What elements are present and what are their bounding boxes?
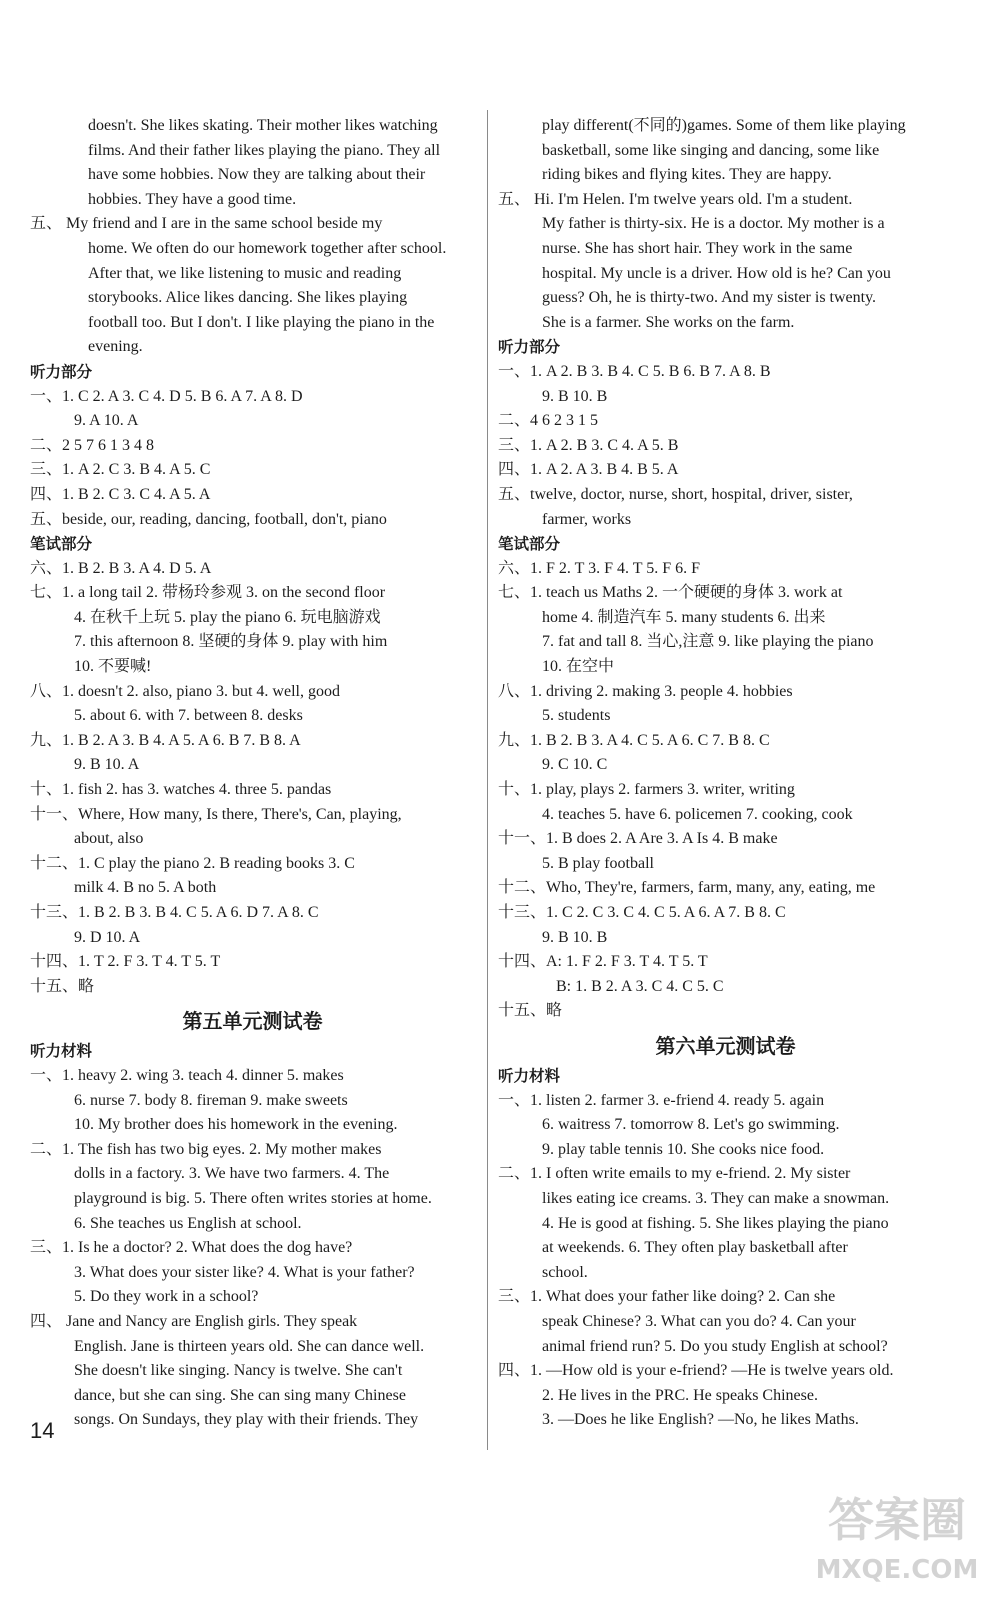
- text-line: 四、 Jane and Nancy are English girls. They speak: [30, 1312, 358, 1330]
- text-line: 7. this afternoon 8. 坚硬的身体 9. play with him: [74, 633, 388, 651]
- text-line: 七、1. teach us Maths 2. 一个硬硬的身体 3. work at: [498, 584, 843, 602]
- text-line: 10. My brother does his homework in the evening.: [74, 1116, 398, 1134]
- text-line: 9. A 10. A: [74, 412, 139, 430]
- text-line: 八、1. doesn't 2. also, piano 3. but 4. well, good: [30, 682, 340, 700]
- text-line: 9. D 10. A: [74, 928, 141, 946]
- text-line: 十二、1. C play the piano 2. B reading books 3. C: [30, 854, 355, 872]
- text-line: 四、1. —How old is your e-friend? —He is twelve years old.: [498, 1362, 894, 1380]
- text-line: hospital. My uncle is a driver. How old is he? Can you: [542, 264, 891, 282]
- text-line: 三、1. Is he a doctor? 2. What does the dog have?: [30, 1239, 353, 1257]
- text-line: 9. B 10. B: [542, 387, 608, 405]
- text-line: 一、1. heavy 2. wing 3. teach 4. dinner 5. makes: [30, 1066, 344, 1084]
- text-line: storybooks. Alice likes dancing. She likes playing: [88, 289, 408, 307]
- page-number: 14: [30, 1418, 55, 1443]
- section-heading: 笔试部分: [498, 535, 561, 554]
- text-line: She is a farmer. She works on the farm.: [542, 313, 795, 331]
- text-line: nurse. She has short hair. They work in the same: [542, 239, 853, 257]
- text-line: 一、1. listen 2. farmer 3. e-friend 4. ready 5. again: [498, 1091, 825, 1109]
- text-line: 二、2 5 7 6 1 3 4 8: [30, 436, 155, 454]
- text-line: 五、 Hi. I'm Helen. I'm twelve years old. I'm a student.: [498, 190, 853, 208]
- watermark-text: 答案圈: [828, 1493, 966, 1547]
- text-line: She doesn't like singing. Nancy is twelve. She can't: [74, 1362, 403, 1380]
- text-line: 6. waitress 7. tomorrow 8. Let's go swimming.: [542, 1116, 840, 1134]
- text-line: evening.: [88, 338, 143, 356]
- text-line: 10. 不要喊!: [74, 658, 152, 676]
- text-line: 5. students: [542, 707, 611, 725]
- text-line: 5. about 6. with 7. between 8. desks: [74, 707, 303, 725]
- text-line: 十四、A: 1. F 2. F 3. T 4. T 5. T: [498, 953, 708, 971]
- text-line: B: 1. B 2. A 3. C 4. C 5. C: [556, 977, 724, 995]
- text-line: 一、1. A 2. B 3. B 4. C 5. B 6. B 7. A 8. B: [498, 362, 771, 380]
- text-line: 三、1. A 2. B 3. C 4. A 5. B: [498, 436, 679, 454]
- text-line: 十三、1. C 2. C 3. C 4. C 5. A 6. A 7. B 8. C: [498, 904, 786, 921]
- text-line: milk 4. B no 5. A both: [74, 879, 217, 897]
- text-line: 7. fat and tall 8. 当心,注意 9. like playing the piano: [542, 633, 874, 651]
- text-line: speak Chinese? 3. What can you do? 4. Can your: [542, 1312, 856, 1330]
- text-line: 10. 在空中: [542, 658, 615, 676]
- watermark-url: MXQE.COM: [815, 1555, 979, 1585]
- text-line: 十四、1. T 2. F 3. T 4. T 5. T: [30, 953, 221, 971]
- text-line: 4. He is good at fishing. 5. She likes playing the piano: [542, 1214, 889, 1232]
- section-title: 第五单元测试卷: [182, 1009, 323, 1034]
- text-line: 二、1. I often write emails to my e-friend. 2. My sister: [498, 1165, 851, 1183]
- text-line: 5. B play football: [542, 854, 654, 872]
- text-line: 十五、略: [30, 977, 95, 995]
- text-line: 4. 在秋千上玩 5. play the piano 6. 玩电脑游戏: [74, 608, 381, 626]
- text-line: farmer, works: [542, 510, 632, 528]
- text-line: 五、twelve, doctor, nurse, short, hospital, driver, sister,: [498, 485, 853, 503]
- text-line: 9. C 10. C: [542, 756, 608, 774]
- text-line: 3. What does your sister like? 4. What is your father?: [74, 1263, 415, 1281]
- text-line: 五、 My friend and I are in the same school beside my: [30, 215, 383, 233]
- text-line: animal friend run? 5. Do you study English at school?: [542, 1337, 888, 1355]
- text-line: riding bikes and flying kites. They are happy.: [542, 166, 832, 184]
- right-column: [498, 114, 953, 1433]
- text-line: 十一、Where, How many, Is there, There's, Can, playing,: [30, 805, 402, 823]
- text-line: 六、1. F 2. T 3. F 4. T 5. F 6. F: [498, 559, 700, 577]
- text-line: films. And their father likes playing the piano. They all: [88, 141, 441, 159]
- text-line: 九、1. B 2. A 3. B 4. A 5. A 6. B 7. B 8. A: [30, 731, 301, 749]
- text-line: dance, but she can sing. She can sing many Chinese: [74, 1386, 406, 1404]
- text-line: 三、1. A 2. C 3. B 4. A 5. C: [30, 461, 211, 479]
- text-line: play different(不同的)games. Some of them like playing: [542, 117, 906, 134]
- text-line: My father is thirty-six. He is a doctor. My mother is a: [542, 215, 885, 233]
- section-heading: 听力部分: [498, 338, 561, 357]
- text-line: After that, we like listening to music and reading: [88, 264, 402, 282]
- text-line: dolls in a factory. 3. We have two farmers. 4. The: [74, 1165, 390, 1183]
- text-line: 一、1. C 2. A 3. C 4. D 5. B 6. A 7. A 8. D: [30, 387, 303, 405]
- text-line: 三、1. What does your father like doing? 2. Can she: [498, 1288, 836, 1306]
- section-heading: 听力部分: [30, 362, 93, 381]
- text-line: home 4. 制造汽车 5. many students 6. 出来: [542, 608, 826, 626]
- text-line: 十五、略: [498, 1002, 563, 1020]
- text-line: 9. play table tennis 10. She cooks nice food.: [542, 1140, 825, 1158]
- left-column: [30, 114, 475, 1433]
- text-line: playground is big. 5. There often writes stories at home.: [74, 1189, 432, 1207]
- text-line: 6. She teaches us English at school.: [74, 1214, 302, 1232]
- text-line: 十、1. fish 2. has 3. watches 4. three 5. pandas: [30, 781, 332, 799]
- text-line: 十三、1. B 2. B 3. B 4. C 5. A 6. D 7. A 8. C: [30, 904, 319, 921]
- text-line: have some hobbies. Now they are talking about their: [88, 166, 426, 184]
- text-line: hobbies. They have a good time.: [88, 190, 297, 208]
- section-heading: 听力材料: [30, 1042, 93, 1061]
- text-line: English. Jane is thirteen years old. She can dance well.: [74, 1337, 425, 1355]
- text-line: 七、1. a long tail 2. 带杨玲参观 3. on the second floor: [30, 584, 386, 602]
- text-line: 六、1. B 2. B 3. A 4. D 5. A: [30, 559, 212, 577]
- watermark-logo: [812, 1478, 982, 1590]
- text-line: 十一、1. B does 2. A Are 3. A Is 4. B make: [498, 830, 778, 848]
- text-line: guess? Oh, he is thirty-two. And my sister is twenty.: [542, 289, 877, 307]
- text-line: songs. On Sundays, they play with their friends. They: [74, 1411, 419, 1429]
- text-line: football too. But I don't. I like playing the piano in the: [88, 313, 435, 331]
- text-line: basketball, some like singing and dancing, some like: [542, 141, 880, 159]
- text-line: 八、1. driving 2. making 3. people 4. hobbies: [498, 682, 793, 700]
- text-line: 6. nurse 7. body 8. fireman 9. make sweets: [74, 1091, 348, 1109]
- text-line: 3. —Does he like English? —No, he likes Maths.: [542, 1411, 859, 1429]
- section-heading: 听力材料: [498, 1066, 561, 1085]
- text-line: 4. teaches 5. have 6. policemen 7. cooking, cook: [542, 805, 853, 823]
- text-line: 五、beside, our, reading, dancing, football, don't, piano: [30, 510, 387, 528]
- text-line: 9. B 10. A: [74, 756, 140, 774]
- text-line: 四、1. B 2. C 3. C 4. A 5. A: [30, 485, 211, 503]
- text-line: 九、1. B 2. B 3. A 4. C 5. A 6. C 7. B 8. C: [498, 731, 770, 749]
- text-line: school.: [542, 1263, 588, 1281]
- text-line: 二、4 6 2 3 1 5: [498, 412, 599, 430]
- text-line: 十二、Who, They're, farmers, farm, many, any, eating, me: [498, 879, 876, 897]
- column-divider: [487, 110, 488, 1450]
- text-line: 十、1. play, plays 2. farmers 3. writer, writing: [498, 781, 795, 799]
- section-title: 第六单元测试卷: [655, 1033, 796, 1058]
- text-line: 9. B 10. B: [542, 928, 608, 946]
- text-line: home. We often do our homework together after school.: [88, 239, 447, 257]
- text-line: at weekends. 6. They often play basketball after: [542, 1239, 848, 1257]
- text-line: 四、1. A 2. A 3. B 4. B 5. A: [498, 461, 679, 479]
- text-line: 2. He lives in the PRC. He speaks Chinese.: [542, 1386, 818, 1404]
- text-line: doesn't. She likes skating. Their mother likes watching: [88, 117, 438, 134]
- section-heading: 笔试部分: [30, 535, 93, 554]
- text-line: 5. Do they work in a school?: [74, 1288, 259, 1306]
- text-line: 二、1. The fish has two big eyes. 2. My mother makes: [30, 1140, 382, 1158]
- text-line: about, also: [74, 830, 144, 848]
- text-line: likes eating ice creams. 3. They can make a snowman.: [542, 1189, 890, 1207]
